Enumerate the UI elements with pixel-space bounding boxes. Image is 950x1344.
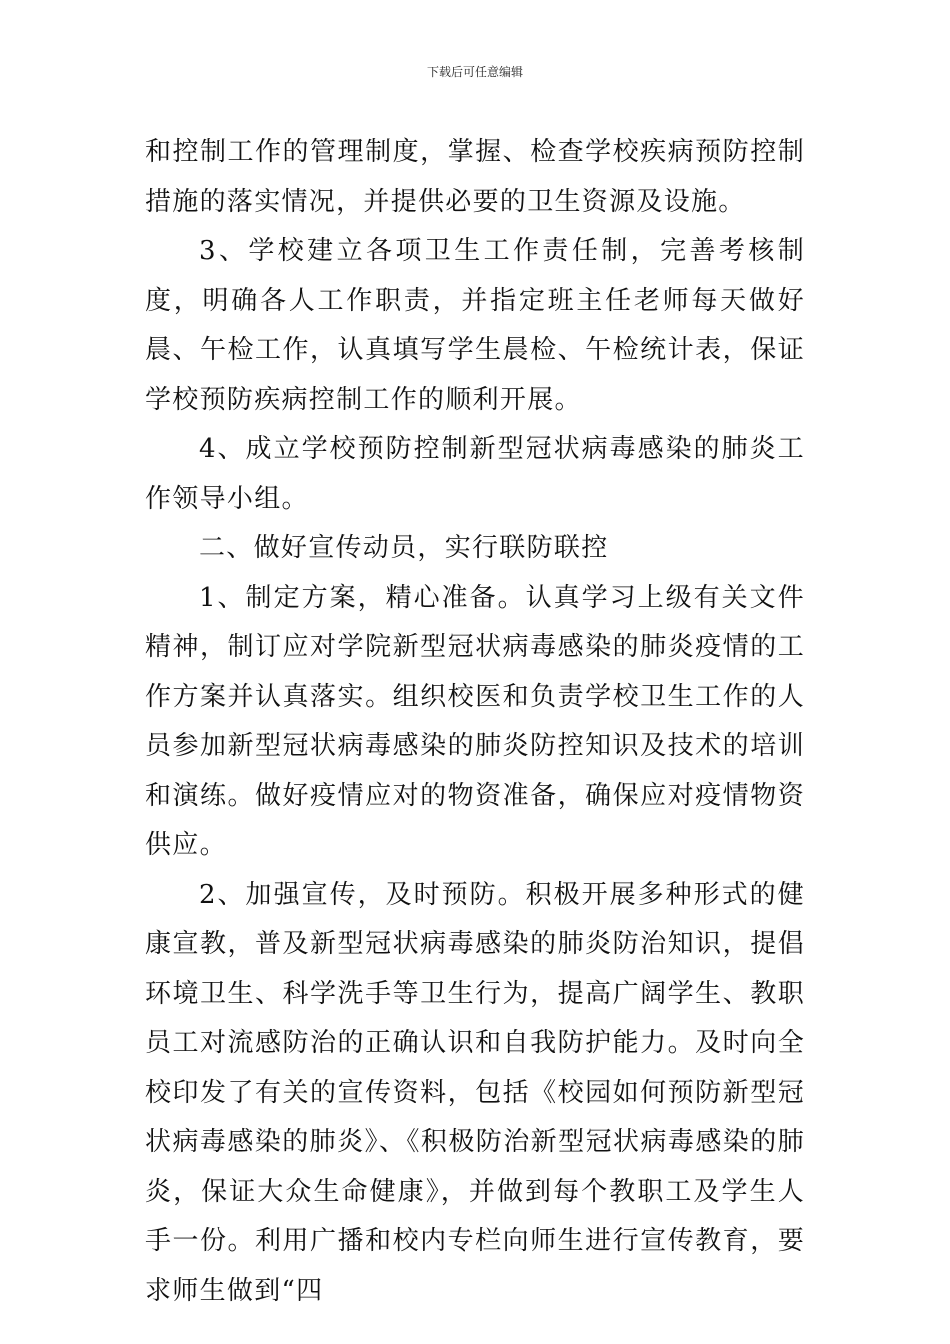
document-body [145, 128, 805, 1316]
paragraph-item-4: 4、成立学校预防控制新型冠状病毒感染的肺炎工作领导小组。 [145, 434, 805, 514]
paragraph-item-2: 2、加强宣传，及时预防。积极开展多种形式的健康宣教，普及新型冠状病毒感染的肺炎防治知识，提倡环境卫生、科学洗手等卫生行为，提高广阔学生、教职员工对流感防治的正确认识和自我防护能力。及时向全校印发了有关的宣传资料，包括《校园如何预防新型冠状病毒感染的肺炎》、《积极防治新型冠状病毒感染的肺炎，保证大众生命健康》，并做到每个教职工及学生人手一份。利用广播和校内专栏向师生进行宣传教育，要求师生做到“四 [145, 879, 805, 1306]
section-heading: 二、做好宣传动员，实行联防联控 [199, 533, 609, 563]
paragraph-continuation: 和控制工作的管理制度，掌握、检查学校疾病预防控制措施的落实情况，并提供必要的卫生资源及设施。 [145, 137, 805, 217]
paragraph-item-3: 3、学校建立各项卫生工作责任制，完善考核制度，明确各人工作职责，并指定班主任老师每天做好晨、午检工作，认真填写学生晨检、午检统计表，保证学校预防疾病控制工作的顺利开展。 [145, 236, 805, 415]
page-header-note: 下载后可任意编辑 [426, 65, 523, 79]
paragraph-item-1: 1、制定方案，精心准备。认真学习上级有关文件精神，制订应对学院新型冠状病毒感染的肺炎疫情的工作方案并认真落实。组织校医和负责学校卫生工作的人员参加新型冠状病毒感染的肺炎防控知识及技术的培训和演练。做好疫情应对的物资准备，确保应对疫情物资供应。 [145, 582, 805, 860]
